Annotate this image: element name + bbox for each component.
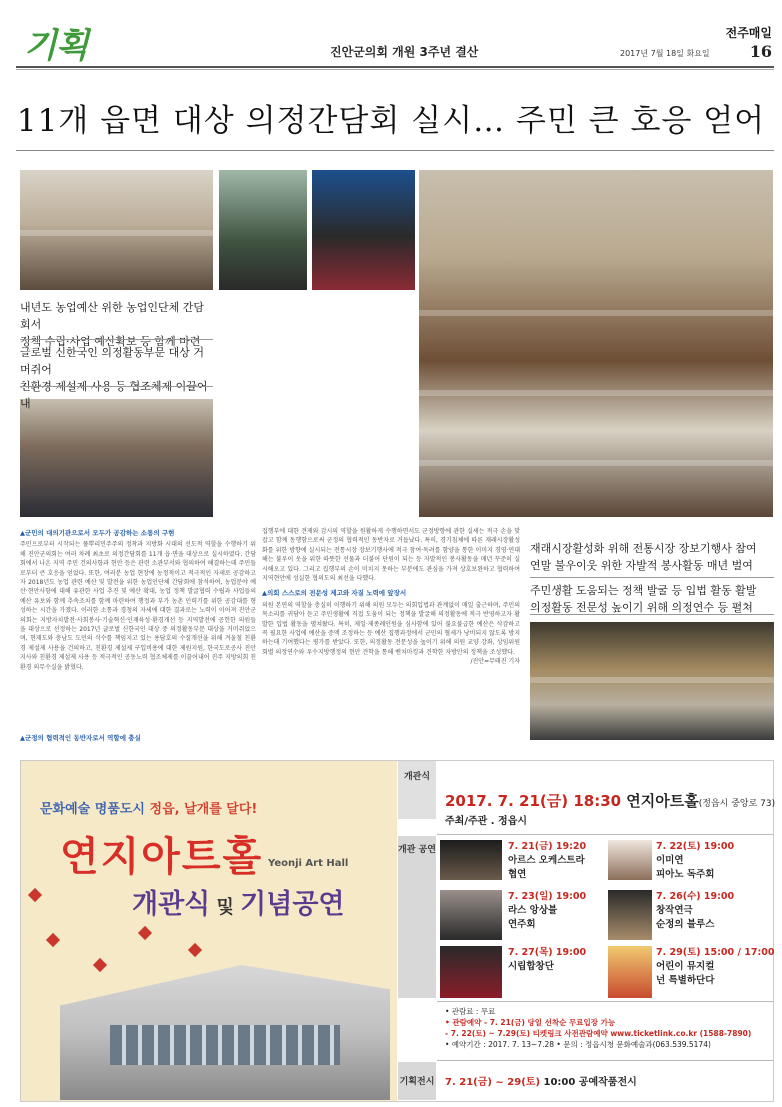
section-logo: 기획 (24, 26, 88, 66)
caption-c (530, 540, 774, 574)
musical-photo (608, 946, 652, 998)
photo-award-bouquet (312, 170, 415, 290)
page-number: 16 (749, 42, 772, 61)
performance-date: 7. 27(목) 19:00 (508, 947, 587, 958)
ad-english-title: Yeonji Art Hall (268, 858, 349, 869)
ad-subtitle-a: 개관식 (132, 889, 211, 920)
caption-line: 내년도 농업예산 위한 농업인단체 간담회서 (20, 301, 205, 331)
article-text: 의원 본연의 역할을 충실히 이행하기 위해 의원 모두는 의회입법과 관계없이 매일 출근하며, 주민의 목소리를 귀담아 듣고 주민생활에 직접 도움이 되는 정책을 발굴해 의정활동에 적극 반영하고자 활발한 입법 활동을 펼쳐왔다. 특히, 제일·제종례인원을 심사함에 있어 불요불급한 예산은 삭감하고 꼭 필요한 사업에 예산을 증액 조정하는 등 예산 집행과정에서 군민의 혈세가 낭비되지 않도록 방지하는데 기여했다는 평가를 받았다. 또한, 의정활동 전문성을 높이기 위해 의원 교양 강좌, 상임위원회별 의정연수와 우수지방행정의 현안 견학을 통해 벤치마킹과 견학한 자방안의 정책을 조성했다. (262, 601, 520, 656)
photo-council-session (419, 170, 773, 517)
exhibit-text: 10:00 공예작품전시 (540, 1077, 637, 1088)
note-line: • 관람예약 - 7. 21(금) 당일 선착순 무료입장 가능 (445, 1018, 616, 1027)
note-line: • 예약기간 : 2017. 7. 13~7.28 • 문의 : 정읍시청 문화예술과(063.539.5174) (445, 1040, 711, 1049)
performance-title: 창작연극 (656, 905, 693, 916)
caption-d (530, 582, 774, 616)
caption-b (20, 344, 213, 412)
headline: 11개 읍면 대상 의정간담회 실시… 주민 큰 호응 얻어 (16, 103, 766, 139)
caption-divider (530, 577, 774, 578)
ad-divider (437, 834, 773, 835)
choir-photo (440, 946, 502, 998)
performance-title: 넌 특별하단다 (656, 975, 715, 986)
article-subheading: ▲의회 스스로의 전문성 제고와 자질 노력에 앞장서 (262, 589, 407, 598)
note-line: • 관람료 : 무료 (445, 1007, 496, 1016)
article-byline: /진안=무태진 기자 (470, 658, 520, 666)
article-text: 집행부에 대한 견제와 감시의 역할을 원활하게 수행하면서도 군정방향에 관한 실세는 적극 손을 맞잡고 함께 동행함으로써 군정의 협력적인 동반자로 거듭났다. 특히, 경기침체에 따른 재래시장활성화를 위한 방향에 실시되는 전통시장 장보기행사에 적극 참여·독려를 함양을 통한 이미지 경영·연대해는 불우이 웃을 위한 따뜻한 선물과 더불어 단원이 되는 등 자발적인 봉사활동을 매년 꾸준히 실시해오고 있다. 그리고 집행부의 손이 미치지 못하는 부분에도 관심을 가져 상호보완하고 협력하여 지역현안에 성실한 협의도의 최선을 다했다. (262, 528, 520, 583)
host-info: 주최/주관 . 정읍시 (445, 816, 528, 827)
performance-date: 7. 29(토) 15:00 / 17:00 (656, 947, 775, 958)
headline-divider (16, 150, 774, 151)
performance-2 (656, 840, 734, 882)
performance-title: 아르스 오케스트라 (508, 855, 585, 866)
opening-place: 연지아트홀 (621, 792, 699, 810)
caption-line: 정책 수립·사업 예산확보 등 함께 마련 (20, 335, 201, 348)
performance-title: 연주회 (508, 919, 536, 930)
ticket-notes (445, 1006, 751, 1050)
article-column-2 (262, 527, 520, 667)
ad-subtitle (132, 882, 345, 921)
performance-4 (656, 890, 734, 932)
caption-line: 주민생활 도움되는 정책 발굴 등 입법 활동 활발 (530, 584, 757, 597)
orchestra-photo (440, 840, 502, 880)
performance-5 (508, 946, 586, 974)
article-column-1 (20, 527, 256, 672)
ensemble-photo (440, 890, 502, 940)
label-opening: 개관식 (398, 761, 436, 819)
performance-date: 7. 26(수) 19:00 (656, 891, 735, 902)
caption-line: 재래시장활성화 위해 전통시장 장보기행사 참여 (530, 542, 757, 555)
building-windows (110, 1025, 340, 1065)
ad-tagline (40, 798, 257, 817)
performance-date: 7. 23(일) 19:00 (508, 891, 587, 902)
opening-info (445, 790, 775, 811)
performance-1 (508, 840, 586, 882)
performance-title: 라스 앙상블 (508, 905, 558, 916)
performance-date: 7. 21(금) 19:20 (508, 841, 587, 852)
article-text: 주민으로부터 시작되는 풀뿌리민주주의 정착과 지방화 시대의 선도적 역할을 수행하기 위해 진안군의회는 여러 차례 최초로 의정간담회를 11개 읍·면을 대상으로 실시하였다. 간담회에서 나온 지역 주민 건의사항과 현안 등은 관련 소관부서와 협의하여 해결하는데 주민들로부터 큰 호응을 얻었다. 또한, 여러분 농업 현장에 농정적이고 적극적인 자세로 공감하고자 2018년도 농업 관련 예산 및 발전을 위한 농업인단체 간담회에 참석하여, 농업분야 예산·현안사항에 대해 유관한 사업 추진 및 예산 확대, 농업 정책 발굴협력 수립과 사업들의 예산 유보와 함께 추속조치를 함께 마련하여 행정과 부가 농촌 인력기를 위한 공감대를 형성하는 시간을 가졌다. 이러한 소통과 경청의 자세에 대한 결과로는 노력이 이어져 진안군의회는 지방자치발전·사회봉사·기술혁신·인재육성·환경개선 등 지역발전에 공헌한 의원들을 대상으로 선정하는 2017년 글로벌 신한국인 대상 중 의정활동부문 대상을 거머쥐었으며, 현재도와 충남도 도민의 식수를 책임지고 있는 용담호의 수질개선을 위해 겨울철 친환경 제설제 사용을 건의하고, 친환경 제설제 구입비용에 대한 제원지원, 한국도로공사 진안지사와 친환경 제설제 사용 등 적극적인 공동노력 협조체제를 이끌어내어 진주 지방의회 친환경 의무수실을 밝혔다. (20, 541, 256, 671)
ad-tagline-a: 문화예술 명품도시 (40, 802, 150, 817)
ad-title: 연지아트홀 (60, 834, 264, 880)
opening-address: (정읍시 중앙로 73) (698, 799, 776, 809)
header-divider (16, 66, 774, 68)
caption-line: 글로벌 신한국인 의정활동부문 대상 거머쥐어 (20, 346, 205, 376)
opening-date: 2017. 7. 21(금) 18:30 (445, 792, 622, 810)
label-performances: 개관 공연 (398, 836, 436, 998)
performance-title: 시립합창단 (508, 961, 554, 972)
ad-divider (437, 1001, 773, 1002)
newspaper-name: 전주매일 (725, 26, 772, 40)
photo-award-ceremony (219, 170, 307, 290)
article-subheading: ▲군정의 협력적인 동반자로서 역할에 충실 (20, 734, 141, 742)
caption-divider (20, 339, 213, 340)
performance-6 (656, 946, 774, 988)
note-line: - 7. 22(토) ~ 7.29(토) 티켓링크 사전관람예약 www.ticketlink.co.kr (1588-7890) (445, 1029, 752, 1038)
performance-3 (508, 890, 586, 932)
performance-title: 어린이 뮤지컬 (656, 961, 715, 972)
caption-line: 의정활동 전문성 높이기 위해 의정연수 등 펼쳐 (530, 601, 753, 614)
performance-date: 7. 22(토) 19:00 (656, 841, 735, 852)
ad-subtitle-c: 기념공연 (240, 889, 345, 920)
article-subheading: ▲군민의 대의기관으로서 모두가 공감하는 소통의 구현 (20, 529, 175, 537)
ad-tagline-b: 정읍, 날개를 달다! (149, 802, 258, 817)
pianist-photo (608, 840, 652, 880)
ad-subtitle-b: 및 (210, 897, 241, 918)
issue-date: 2017년 7월 18일 화요일 (620, 49, 710, 58)
performance-title: 이미연 (656, 855, 684, 866)
photo-training-session (530, 622, 774, 740)
exhibit-date: 7. 21(금) ~ 29(토) (445, 1077, 541, 1088)
caption-a (20, 299, 213, 350)
series-title: 진안군의회 개원 3주년 결산 (330, 45, 479, 59)
performance-title: 순정의 블루스 (656, 919, 715, 930)
photo-farmers-meeting (20, 170, 213, 290)
performance-title: 협연 (508, 869, 527, 880)
theater-photo (608, 890, 652, 940)
caption-line: 연말 불우이웃 위한 자발적 봉사활동 매년 벌여 (530, 559, 753, 572)
label-exhibit: 기획전시 (398, 1062, 436, 1100)
caption-divider (20, 386, 213, 387)
performance-title: 피아노 독주회 (656, 869, 715, 880)
caption-line: 친환경 제설제 사용 등 협조체제 이끌어내 (20, 380, 208, 410)
article-column-1-footer (20, 732, 256, 745)
photo-group (20, 399, 213, 517)
header-divider-thin (16, 69, 774, 70)
ad-divider (437, 1060, 773, 1061)
caption-divider (530, 614, 774, 615)
exhibit-info (445, 1073, 637, 1088)
